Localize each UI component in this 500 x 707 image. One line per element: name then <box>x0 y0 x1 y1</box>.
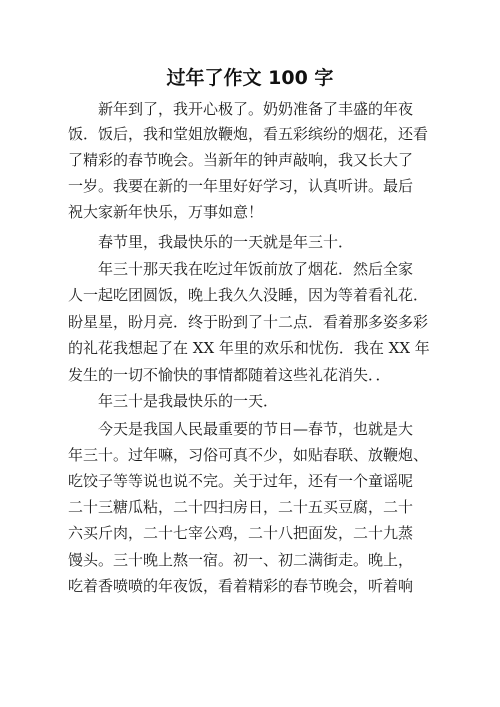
body-text-line: 了精彩的春节晚会。当新年的钟声敲响，我又长大了 <box>68 151 414 169</box>
document-title: 过年了作文 100 字 <box>166 67 334 89</box>
body-text-line: 馒头。三十晚上熬一宿。初一、初二满街走。晚上， <box>68 551 414 569</box>
body-text-line: 盼星星，盼月亮．终于盼到了十二点．看着那多姿多彩 <box>68 313 429 331</box>
body-text-line: 年三十那天我在吃过年饭前放了烟花．然后全家 <box>68 260 414 278</box>
body-text-line: 年三十是我最快乐的一天． <box>68 392 279 410</box>
body-text-line: 吃饺子等等说也说不完。关于过年，还有一个童谣呢 <box>68 472 414 490</box>
body-text-line: 发生的一切不愉快的事情都随着这些礼花消失．． <box>68 366 391 384</box>
body-text-line: 人一起吃团圆饭，晚上我久久没睡，因为等着看礼花． <box>68 286 429 304</box>
body-text-line: 二十三糖瓜粘，二十四扫房日，二十五买豆腐，二十 <box>68 498 414 516</box>
body-text-line: 春节里，我最快乐的一天就是年三十． <box>68 233 354 251</box>
body-text-line: 今天是我国人民最重要的节日—春节，也就是大 <box>68 420 414 438</box>
body-text-line: 祝大家新年快乐，万事如意！ <box>68 203 264 221</box>
body-text-line: 吃着香喷喷的年夜饭，看着精彩的春节晚会，听着响 <box>68 577 414 595</box>
body-text-line: 六买斤肉，二十七宰公鸡，二十八把面发，二十九蒸 <box>68 524 414 542</box>
body-text-line: 饭．饭后，我和堂姐放鞭炮，看五彩缤纷的烟花，还看 <box>68 125 429 143</box>
body-text-line: 新年到了，我开心极了。奶奶准备了丰盛的年夜 <box>68 100 414 118</box>
body-text-line: 的礼花我想起了在 XX 年里的欢乐和忧伤．我在 XX 年 <box>68 339 430 357</box>
body-text-line: 一岁。我要在新的一年里好好学习，认真听讲。最后 <box>68 177 414 195</box>
body-text-line: 年三十。过年嘛，习俗可真不少，如贴春联、放鞭炮、 <box>68 446 429 464</box>
